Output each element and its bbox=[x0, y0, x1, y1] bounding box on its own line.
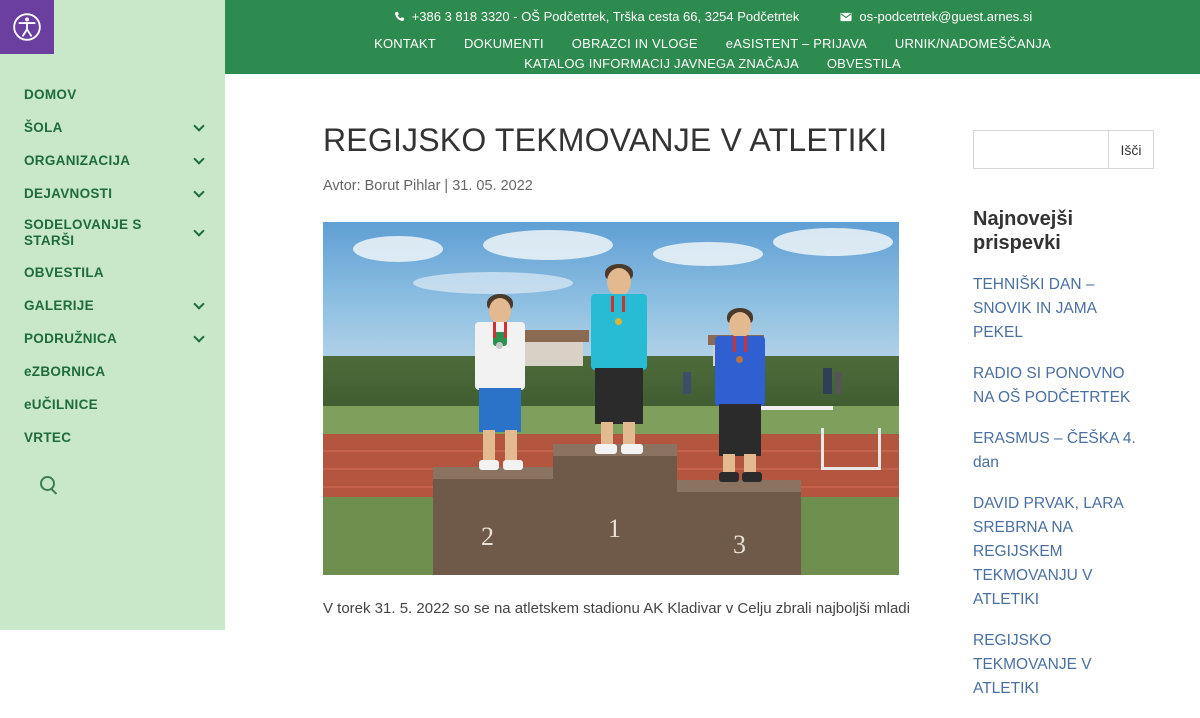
high-jump-stand bbox=[821, 428, 881, 470]
recent-posts-heading: Najnovejši prispevki bbox=[973, 208, 1074, 254]
cloud-shape bbox=[413, 272, 573, 294]
accessibility-icon bbox=[13, 13, 41, 41]
recent-post-link[interactable]: ERASMUS – ČEŠKA 4. dan bbox=[973, 430, 1136, 472]
article bbox=[323, 74, 923, 636]
recent-post-link[interactable]: DAVID PRVAK, LARA SREBRNA NA REGIJSKEM TEKMOVANJU V ATLETIKI bbox=[973, 495, 1123, 609]
top-menu-item-obvestila[interactable]: OBVESTILA bbox=[826, 55, 901, 71]
podium-block-1 bbox=[553, 444, 677, 575]
chevron-down-icon[interactable] bbox=[193, 186, 204, 197]
phone-icon bbox=[393, 10, 406, 23]
podium-top-3 bbox=[677, 480, 801, 492]
cloud-shape bbox=[483, 230, 613, 260]
sidebar-item-label: VRTEC bbox=[24, 429, 72, 445]
top-menu-item-obrazci-in-vloge[interactable]: OBRAZCI IN VLOGE bbox=[571, 35, 698, 51]
sidebar-item-label: SODELOVANJE S STARŠI bbox=[24, 217, 142, 248]
sidebar-item-sodelovanje-s-starsi[interactable] bbox=[0, 210, 225, 256]
sidebar-search-toggle[interactable] bbox=[0, 476, 225, 496]
search-widget bbox=[973, 130, 1142, 169]
sidebar-item-label: ŠOLA bbox=[24, 119, 63, 135]
sidebar-item-label: GALERIJE bbox=[24, 297, 94, 313]
email-contact[interactable] bbox=[839, 9, 1032, 24]
top-menu-item-kontakt[interactable]: KONTAKT bbox=[374, 35, 436, 51]
top-menu-item-katalog-informacij[interactable]: KATALOG INFORMACIJ JAVNEGA ZNAČAJA bbox=[524, 55, 799, 71]
article-meta: Avtor: Borut Pihlar | 31. 05. 2022 bbox=[323, 178, 533, 194]
top-menu-item-urnik-nadomescanja[interactable]: URNIK/NADOMEŠČANJA bbox=[894, 35, 1051, 51]
background-figure bbox=[835, 372, 842, 394]
background-figure bbox=[683, 372, 691, 394]
right-sidebar bbox=[973, 74, 1173, 718]
chevron-down-icon[interactable] bbox=[193, 153, 204, 164]
chevron-down-icon[interactable] bbox=[193, 298, 204, 309]
article-image bbox=[323, 222, 899, 575]
chevron-down-icon[interactable] bbox=[193, 120, 204, 131]
sidebar-item-obvestila[interactable] bbox=[0, 256, 225, 289]
phone-contact[interactable] bbox=[393, 9, 800, 24]
search-icon[interactable] bbox=[40, 476, 55, 491]
phone-text: +386 3 818 3320 - OŠ Podčetrtek, Trška cesta 66, 3254 Podčetrtek bbox=[411, 9, 800, 24]
sidebar-item-sola[interactable] bbox=[0, 111, 225, 144]
email-text: os-podcetrtek@guest.arnes.si bbox=[859, 9, 1033, 24]
envelope-icon bbox=[839, 10, 853, 24]
main-sidebar bbox=[0, 0, 225, 630]
recent-posts-list bbox=[973, 273, 1173, 701]
chevron-down-icon[interactable] bbox=[193, 225, 204, 236]
cloud-shape bbox=[353, 236, 443, 262]
sidebar-item-galerije[interactable] bbox=[0, 289, 225, 322]
podium-number: 2 bbox=[481, 522, 494, 551]
top-header bbox=[225, 0, 1200, 74]
sidebar-item-label: eZBORNICA bbox=[24, 363, 106, 379]
contact-bar bbox=[225, 0, 1200, 33]
cloud-shape bbox=[653, 242, 763, 266]
recent-post-link[interactable]: TEHNIŠKI DAN – SNOVIK IN JAMA PEKEL bbox=[973, 276, 1097, 342]
sidebar-item-ezbornica[interactable] bbox=[0, 355, 225, 388]
sidebar-item-organizacija[interactable] bbox=[0, 144, 225, 177]
background-figure bbox=[823, 368, 832, 394]
cloud-shape bbox=[773, 228, 893, 256]
recent-post-link[interactable]: REGIJSKO TEKMOVANJE V ATLETIKI bbox=[973, 632, 1092, 698]
article-body: V torek 31. 5. 2022 so se na atletskem stadionu AK Kladivar v Celju zbrali najboljši mladi bbox=[323, 600, 910, 617]
sidebar-item-label: PODRUŽNICA bbox=[24, 330, 117, 346]
podium-block-2 bbox=[433, 467, 553, 575]
podium-number: 3 bbox=[733, 530, 746, 559]
hurdle-shape bbox=[753, 406, 833, 410]
sidebar-item-label: DOMOV bbox=[24, 86, 77, 102]
sidebar-item-label: OBVESTILA bbox=[24, 264, 104, 280]
search-input[interactable] bbox=[973, 130, 1109, 169]
sidebar-item-eucilnice[interactable] bbox=[0, 388, 225, 421]
sidebar-item-label: ORGANIZACIJA bbox=[24, 152, 131, 168]
recent-post-link[interactable]: RADIO SI PONOVNO NA OŠ PODČETRTEK bbox=[973, 365, 1131, 407]
top-menu-item-dokumenti[interactable]: DOKUMENTI bbox=[463, 35, 544, 51]
accessibility-widget-button[interactable] bbox=[0, 0, 54, 54]
sidebar-item-vrtec[interactable] bbox=[0, 421, 225, 454]
sidebar-item-label: eUČILNICE bbox=[24, 396, 98, 412]
chevron-down-icon[interactable] bbox=[193, 331, 204, 342]
top-menu-item-easistent-prijava[interactable]: eASISTENT – PRIJAVA bbox=[725, 35, 867, 51]
house-shape bbox=[519, 340, 583, 366]
page-title: REGIJSKO TEKMOVANJE V ATLETIKI bbox=[323, 122, 888, 158]
podium-block-3 bbox=[677, 480, 801, 575]
search-submit-button[interactable]: Išči bbox=[1109, 130, 1154, 169]
top-menu-row-2 bbox=[225, 53, 1200, 73]
podium-number: 1 bbox=[608, 514, 621, 543]
sidebar-item-dejavnosti[interactable] bbox=[0, 177, 225, 210]
sidebar-item-podruznica[interactable] bbox=[0, 322, 225, 355]
sidebar-item-domov[interactable] bbox=[0, 78, 225, 111]
top-menu-row-1 bbox=[225, 33, 1200, 53]
sidebar-item-label: DEJAVNOSTI bbox=[24, 185, 113, 201]
main-content bbox=[225, 74, 1200, 698]
